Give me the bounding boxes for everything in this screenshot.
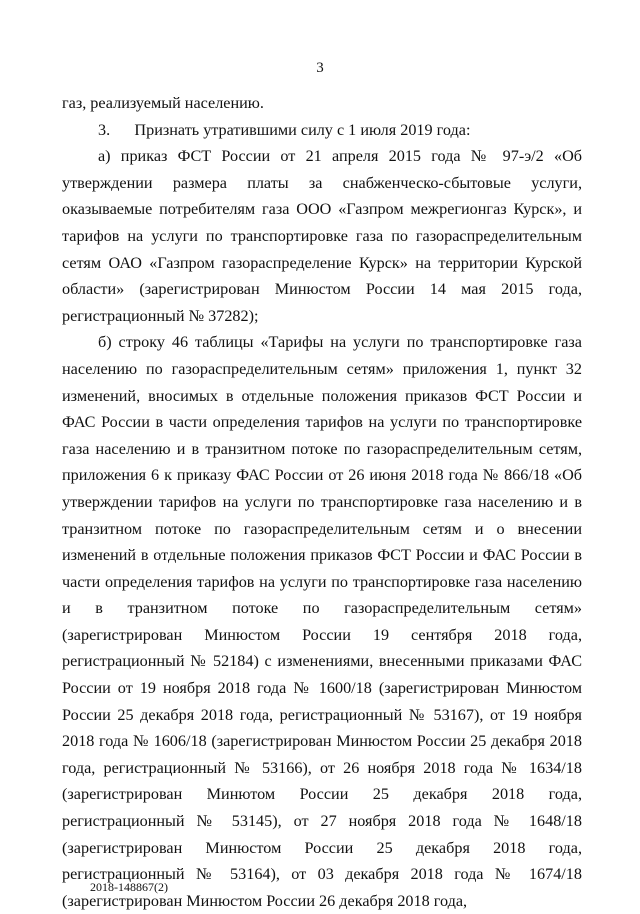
paragraph-subitem-a: а) приказ ФСТ России от 21 апреля 2015 года № 97-э/2 «Об утверждении размера платы за снабженческо-сбытовые услуги, оказываемые потребителям газа ООО «Газпром межрегионгаз Курск», и тарифов на услуги по транспортировке газа по газораспределительным сетям ОАО «Газпром газораспределение Курск» на территории Курской области» (зарегистрирован Минюстом России 14 мая 2015 года, регистрационный № 37282); [62, 147, 582, 325]
document-body [62, 90, 582, 914]
paragraph-continuation: газ, реализуемый населению. [62, 94, 264, 112]
paragraph-subitem-b: б) строку 46 таблицы «Тарифы на услуги по транспортировке газа населению по газораспределительным сетям» приложения 1, пункт 32 изменений, вносимых в отдельные положения приказов ФСТ России и ФАС России в части определения тарифов на услуги по транспортировке газа населению и в транзитном потоке по газораспределительным сетям, приложения 6 к приказу ФАС России от 26 июня 2018 года № 866/18 «Об утверждении тарифов на услуги по транспортировке газа населению и в транзитном потоке по газораспределительным сетям и о внесении изменений в отдельные положения приказов ФСТ России и ФАС России в части определения тарифов на услуги по транспортировке газа населению и в транзитном потоке по газораспределительным сетям» (зарегистрирован Минюстом России 19 сентября 2018 года, регистрационный № 52184) с изменениями, внесенными приказами ФАС России от 19 ноября 2018 года № 1600/18 (зарегистрирован Минюстом России 25 декабря 2018 года, регистрационный № 53167), от 19 ноября 2018 года № 1606/18 (зарегистрирован Минюстом России 25 декабря 2018 года, регистрационный № 53166), от 26 ноября 2018 года № 1634/18 (зарегистрирован Минютом России 25 декабря 2018 года, регистрационный № 53145), от 27 ноября 2018 года № 1648/18 (зарегистрирован Минюстом России 25 декабря 2018 года, регистрационный № 53164), от 03 декабря 2018 года № 1674/18 (зарегистрирован Минюстом России 26 декабря 2018 года, [62, 333, 582, 910]
paragraph-item-3: 3. Признать утратившими силу с 1 июля 2019 года: [98, 120, 471, 139]
page-number: 3 [316, 60, 324, 76]
document-id: 2018-148867(2) [90, 880, 168, 894]
